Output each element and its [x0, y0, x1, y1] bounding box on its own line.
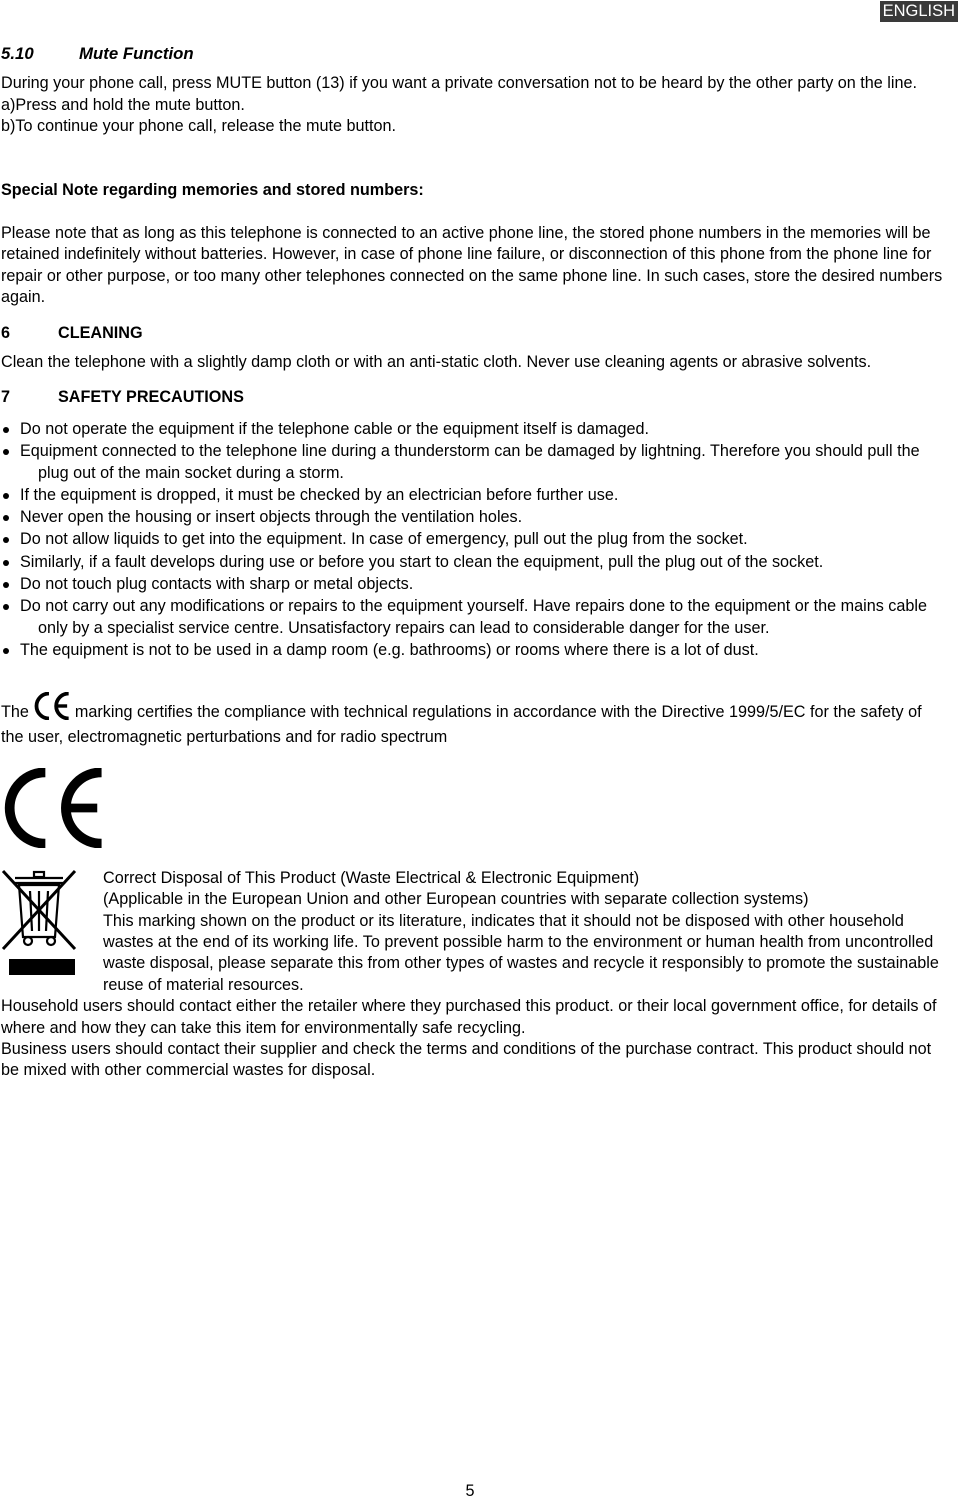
section-title: Mute Function [79, 44, 194, 63]
list-item-text: Do not touch plug contacts with sharp or metal objects. [20, 575, 414, 594]
section-heading-safety [1, 387, 946, 408]
list-item-text: Never open the housing or insert objects through the ventilation holes. [20, 508, 523, 527]
special-note-body: Please note that as long as this telephone is connected to an active phone line, the stored phone numbers in the memories will be retained indefinitely without batteries. However, in case of phone line failure, or disconnection of this phone from the phone line for repair or other purpose, or too many other telephones connected on the same phone line. In such cases, store the desired numbers again. [1, 224, 943, 307]
list-item [1, 596, 946, 639]
weee-description: This marking shown on the product or its literature, indicates that it should not be disposed with other household wastes at the end of its working life. To prevent possible harm to the environment or human health from uncontrolled waste disposal, please separate this from other types of wastes and recycle it responsibly to promote the sustainable reuse of material resources. [103, 911, 939, 994]
list-item-text: Do not carry out any modifications or repairs to the equipment yourself. Have repairs done to the equipment or the mains cable only by a specialist service centre. Unsatisfactory repairs can lead to considerable danger for the user. [20, 597, 927, 637]
section-number: 6 [1, 323, 11, 342]
section-number: 5.10 [1, 44, 34, 63]
ce-text: marking certifies the compliance with technical regulations in accordance with the Directive 1999/5/EC for the safety of the user, electromagnetic perturbations and for radio spectrum [1, 703, 922, 746]
ce-statement [1, 692, 946, 748]
business-users-text: Business users should contact their supplier and check the terms and conditions of the purchase contract. This product should not be mixed with other commercial wastes for disposal. [1, 1039, 932, 1080]
bullet-icon [3, 648, 9, 654]
bullet-icon [3, 449, 9, 455]
bullet-icon [3, 560, 9, 566]
list-item [1, 485, 946, 506]
bullet-icon [3, 537, 9, 543]
bullet-icon [3, 582, 9, 588]
bullet-icon [3, 604, 9, 610]
list-item [1, 419, 946, 440]
ce-mark-icon [33, 692, 71, 726]
mute-instructions [1, 73, 946, 137]
ce-prefix: The [1, 703, 29, 722]
list-item [1, 640, 946, 661]
step-b: b)To continue your phone call, release the mute button. [1, 117, 397, 136]
household-users-text: Household users should contact either the retailer where they purchased this product. or their local government office, for details of where and how they can take this item for environmentally safe recycling. [1, 997, 937, 1037]
weee-applicability: (Applicable in the European Union and other European countries with separate collection systems) [103, 890, 809, 909]
list-item-text: Similarly, if a fault develops during use or before you start to clean the equipment, pull the plug out of the socket. [20, 552, 824, 571]
paragraph: During your phone call, press MUTE button (13) if you want a private conversation not to be heard by the other party on the line. [1, 74, 918, 93]
weee-title: Correct Disposal of This Product (Waste Electrical & Electronic Equipment) [103, 868, 640, 887]
list-item [1, 441, 946, 484]
cleaning-body: Clean the telephone with a slightly damp cloth or with an anti-static cloth. Never use cleaning agents or abrasive solvents. [1, 353, 872, 372]
language-label: ENGLISH [880, 1, 958, 22]
section-title: CLEANING [58, 323, 143, 342]
section-heading-cleaning [1, 323, 946, 344]
section-heading-mute [1, 43, 946, 64]
safety-list [1, 419, 946, 662]
list-item-text: The equipment is not to be used in a damp room (e.g. bathrooms) or rooms where there is a lot of dust. [20, 641, 759, 660]
section-title: SAFETY PRECAUTIONS [58, 388, 244, 407]
step-a: a)Press and hold the mute button. [1, 95, 245, 114]
bullet-icon [3, 427, 9, 433]
crossed-bin-icon [1, 869, 77, 983]
list-item-text: If the equipment is dropped, it must be checked by an electrician before further use. [20, 485, 619, 504]
list-item-text: Do not allow liquids to get into the equipment. In case of emergency, pull out the plug from the socket. [20, 530, 748, 549]
list-item [1, 552, 946, 573]
weee-section [1, 868, 946, 996]
list-item [1, 574, 946, 595]
list-item [1, 529, 946, 550]
list-item [1, 507, 946, 528]
list-item-text: Do not operate the equipment if the telephone cable or the equipment itself is damaged. [20, 419, 650, 438]
list-item-text: Equipment connected to the telephone line during a thunderstorm can be damaged by lightning. Therefore you should pull the plug out of the main socket during a storm. [20, 442, 920, 482]
ce-logo-icon [0, 768, 946, 854]
page-number: 5 [465, 1482, 475, 1500]
page-content [1, 43, 946, 1082]
bullet-icon [3, 515, 9, 521]
section-number: 7 [1, 388, 11, 407]
bullet-icon [3, 493, 9, 499]
special-note-heading: Special Note regarding memories and stored numbers: [1, 180, 424, 199]
